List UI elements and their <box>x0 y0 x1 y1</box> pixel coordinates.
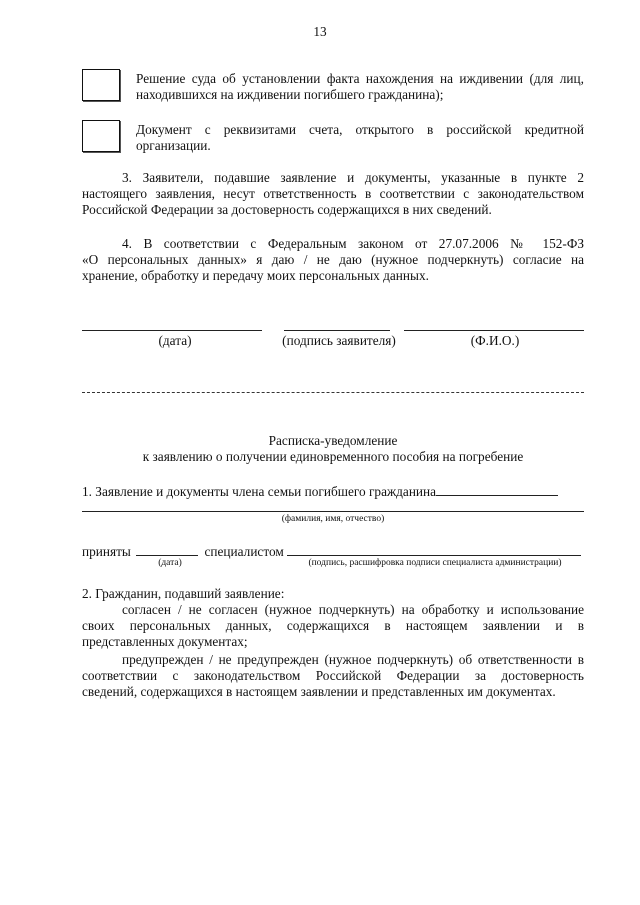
receipt-item-1 <box>82 483 584 500</box>
name-label: (Ф.И.О.) <box>470 333 520 348</box>
para3-line-2: настоящего заявления, несут ответственность в соответствии с законодательством <box>82 186 584 201</box>
warned-line-2: соответствии с законодательством Российской Федерации за достоверность <box>82 668 584 683</box>
consent-line-2: своих персональных данных, содержащихся в настоящем заявлении и в <box>82 618 584 633</box>
consent-line-3: представленных документах; <box>82 634 248 649</box>
warned-line-3: сведений, содержащихся в настоящем заявлении и представленных им документах. <box>82 684 556 699</box>
accepted-date-field[interactable] <box>136 543 198 556</box>
receipt-item-2-title: 2. Гражданин, подавший заявление: <box>82 586 285 601</box>
accepted-date-label: (дата) <box>158 558 182 568</box>
warned-line-1: предупрежден / не предупрежден (нужное подчеркнуть) об ответственности в <box>122 652 584 667</box>
accepted-word: приняты <box>82 544 131 559</box>
receipt-item-1-text: 1. Заявление и документы члена семьи погибшего гражданина <box>82 484 437 499</box>
para4-line-2: «О персональных данных» я даю / не даю (нужное подчеркнуть) согласие на <box>82 252 584 267</box>
date-signature-line[interactable] <box>82 330 262 331</box>
signature-label: (подпись заявителя) <box>282 333 396 348</box>
specialist-signature-field[interactable] <box>287 543 581 556</box>
checkbox-item-2-line-1: Документ с реквизитами счета, открытого в российской кредитной <box>136 122 584 137</box>
specialist-label: (подпись, расшифровка подписи специалиста администрации) <box>308 558 562 568</box>
applicant-signature-line[interactable] <box>284 330 390 331</box>
checkbox-bank-account[interactable] <box>82 120 120 152</box>
checkbox-item-1-line-1: Решение суда об установлении факта нахождения на иждивении (для лиц, <box>136 71 584 86</box>
member-name-field[interactable] <box>436 483 558 496</box>
para4-line-3: хранение, обработку и передачу моих персональных данных. <box>82 268 429 283</box>
date-label: (дата) <box>158 333 192 348</box>
receipt-title: Расписка-уведомление <box>268 433 398 448</box>
para3-line-1: 3. Заявители, подавшие заявление и документы, указанные в пункте 2 <box>122 170 584 185</box>
checkbox-court-decision[interactable] <box>82 69 120 101</box>
consent-line-1: согласен / не согласен (нужное подчеркнуть) на обработку и использование <box>122 602 584 617</box>
para4-line-1: 4. В соответствии с Федеральным законом от 27.07.2006 № 152-ФЗ <box>122 236 584 251</box>
para3-line-3: Российской Федерации за достоверность содержащихся в них сведений. <box>82 202 492 217</box>
member-fio-line[interactable] <box>82 511 584 512</box>
page-number: 13 <box>313 24 327 39</box>
checkbox-item-2-line-2: организации. <box>136 138 211 153</box>
specialist-word: специалистом <box>204 544 284 559</box>
applicant-name-line[interactable] <box>404 330 584 331</box>
checkbox-item-1-line-2: находившихся на иждивении погибшего гражданина); <box>136 87 444 102</box>
cut-line-divider <box>82 392 584 393</box>
fio-label: (фамилия, имя, отчество) <box>281 514 385 524</box>
receipt-subtitle: к заявлению о получении единовременного пособия на погребение <box>142 449 524 464</box>
